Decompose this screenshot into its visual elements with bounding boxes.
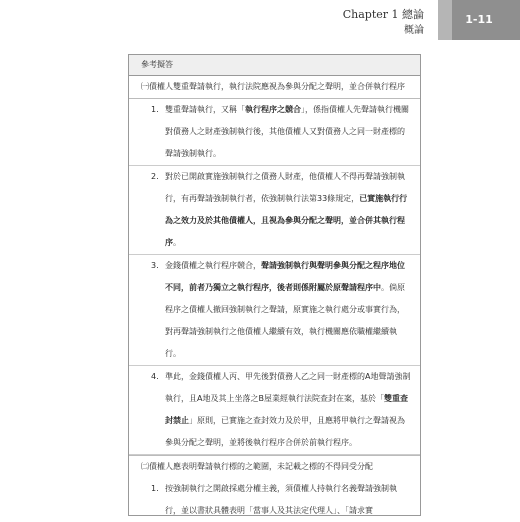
item-text: 對於已開啟實施強制執行之債務人財產，他債權人不得再聲請強制執行，有再聲請強制執行者，依強制執行法第33條規定，: [165, 172, 405, 203]
page-number: 1-11: [465, 13, 493, 26]
item-number: 3.: [151, 261, 159, 270]
item-bold-text: 雙重查封禁止: [165, 394, 408, 425]
chapter-header: Chapter 1 總論: [342, 8, 424, 21]
item-bold-text: 已實施執行行為之效力及於其他債權人，且視為參與分配之聲明，並合併其執行程序: [165, 194, 408, 247]
item-bold-text: 執行程序之競合: [245, 105, 301, 114]
section-1-item-1: [129, 99, 420, 166]
section-1-heading: [129, 76, 420, 99]
section-2-heading: [129, 455, 420, 478]
section-1-heading-text: 債權人雙重聲請執行，執行法院應視為參與分配之聲明，並合併執行程序: [149, 82, 405, 91]
item-bold-text: 聲請強制執行與聲明參與分配之程序地位不同，前者乃獨立之執行程序，後者則係附屬於原聲請程序中: [165, 261, 405, 292]
section-1-item-2: [129, 166, 420, 255]
item-text: 按強制執行之開啟採處分權主義，須債權人持執行名義聲請強制執行，並以書狀具體表明「當事人及其法定代理人」、「請求實: [165, 484, 397, 515]
item-text: 。: [173, 238, 181, 247]
item-text: 金錢債權之執行程序競合，: [165, 261, 261, 270]
answer-box-title: 參考擬答: [129, 55, 420, 76]
section-2-item-1: [129, 478, 420, 522]
section-2-label: ㈡: [141, 462, 149, 471]
section-1-item-4: [129, 366, 420, 455]
item-number: 1.: [151, 105, 159, 114]
item-number: 2.: [151, 172, 159, 181]
reference-answer-box: [128, 54, 421, 516]
item-text: 」原則，已實施之查封效力及於甲，且應將甲執行之聲請視為參與分配之聲明，並將後執行程序合併於前執行程序。: [165, 416, 405, 447]
item-text: 雙重聲請執行，又稱「: [165, 105, 245, 114]
section-1-label: ㈠: [141, 82, 149, 91]
item-number: 1.: [151, 484, 159, 493]
section-1-item-3: [129, 255, 420, 366]
item-text: 。倘原程序之債權人撤回強制執行之聲請，原實施之執行處分或事實行為，對再聲請強制執行之他債權人繼續有效，執行機關應依職權繼續執行。: [165, 283, 405, 358]
item-text: 準此，金錢債權人丙、甲先後對債務人乙之同一財產標的A地聲請強制執行，且A地及其上坐落之B屋業經執行法院查封在案，基於「: [165, 372, 411, 403]
item-text: 」，係指債權人先聲請執行機關對債務人之財產強制執行後，其他債權人又對債務人之同一財產標的聲請強制執行。: [165, 105, 409, 158]
item-number: 4.: [151, 372, 159, 381]
section-2-heading-text: 債權人應表明聲請執行標的之範圍，未記載之標的不得同受分配: [149, 462, 373, 471]
section-header: 概論: [404, 25, 424, 36]
